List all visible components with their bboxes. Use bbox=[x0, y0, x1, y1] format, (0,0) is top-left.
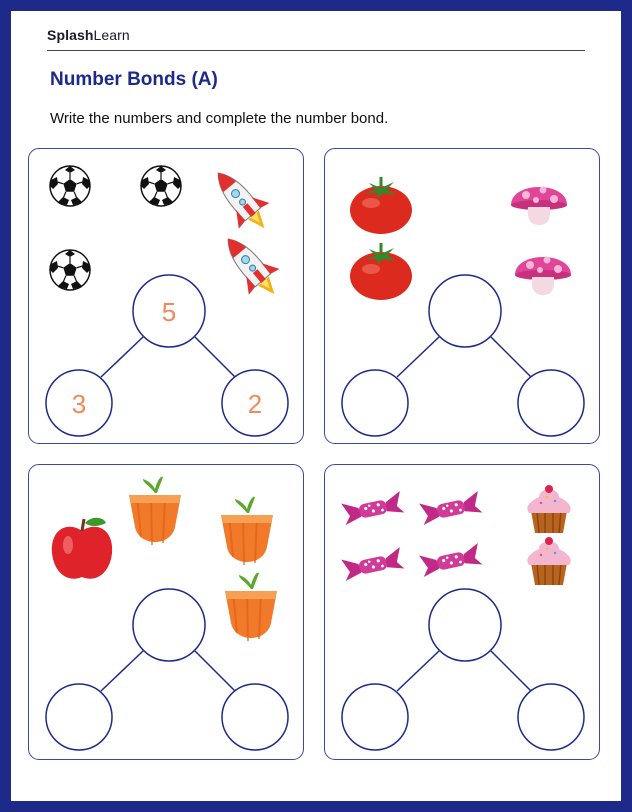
bond-connector-right bbox=[195, 337, 235, 377]
part-circle-right[interactable] bbox=[518, 370, 584, 436]
bond-connector-left bbox=[101, 337, 143, 377]
instruction-text: Write the numbers and complete the number bond. bbox=[50, 110, 389, 127]
whole-circle[interactable] bbox=[133, 589, 205, 661]
whole-value: 5 bbox=[161, 297, 177, 327]
bond-panel-2 bbox=[324, 148, 600, 444]
part-left-value: 3 bbox=[71, 389, 87, 419]
part-circle-left[interactable] bbox=[46, 684, 112, 750]
whole-circle[interactable] bbox=[429, 589, 501, 661]
header-divider bbox=[47, 50, 585, 51]
number-bond-diagram bbox=[325, 465, 601, 761]
bond-panel-3 bbox=[28, 464, 304, 760]
number-bond-diagram bbox=[325, 149, 601, 445]
part-right-value: 2 bbox=[247, 389, 263, 419]
part-circle-left[interactable] bbox=[342, 370, 408, 436]
part-circle-right[interactable] bbox=[222, 684, 288, 750]
page-title: Number Bonds (A) bbox=[50, 69, 218, 90]
number-bond-diagram bbox=[29, 465, 305, 761]
number-bond-diagram bbox=[29, 149, 305, 445]
worksheet bbox=[11, 11, 621, 801]
brand-logo: SplashLearn bbox=[47, 27, 130, 43]
bond-panel-4 bbox=[324, 464, 600, 760]
part-circle-right[interactable] bbox=[518, 684, 584, 750]
part-circle-left[interactable] bbox=[342, 684, 408, 750]
bond-panel-1 bbox=[28, 148, 304, 444]
whole-circle[interactable] bbox=[429, 275, 501, 347]
